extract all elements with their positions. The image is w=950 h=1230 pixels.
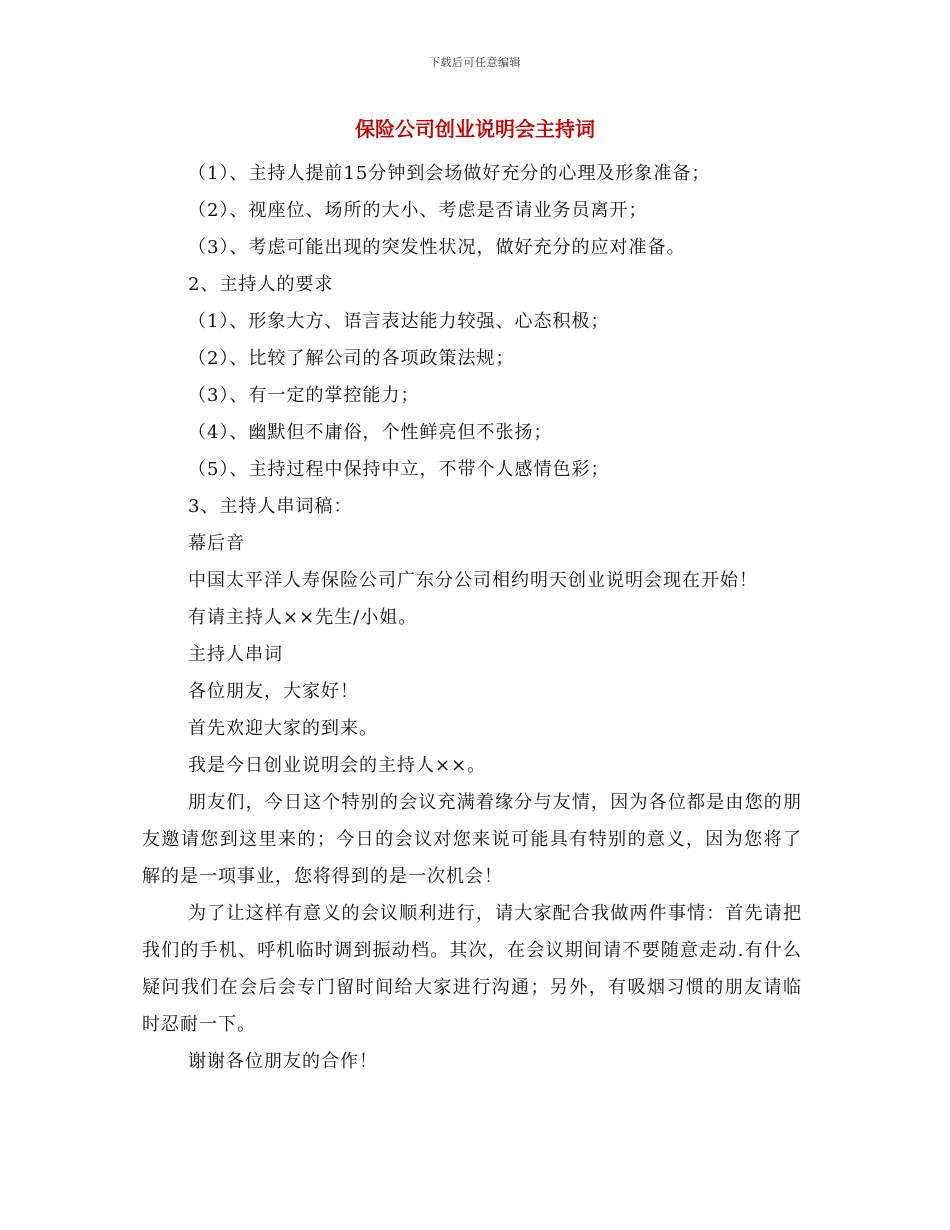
paragraph: 我是今日创业说明会的主持人××。 (188, 755, 487, 776)
paragraph: （3）、考虑可能出现的突发性状况，做好充分的应对准备。 (188, 237, 686, 258)
paragraph: 幕后音 (188, 533, 245, 554)
paragraph: （2）、视座位、场所的大小、考虑是否请业务员离开； (188, 200, 648, 221)
paragraph: 首先欢迎大家的到来。 (188, 718, 378, 739)
paragraph: 中国太平洋人寿保险公司广东分公司相约明天创业说明会现在开始！ (188, 570, 758, 591)
paragraph: 为了让这样有意义的会议顺利进行，请大家配合我做两件事情：首先请把我们的手机、呼机临时调到振动档。其次，在会议期间请不要随意走动.有什么疑问我们在会后会专门留时间给大家进行沟通；另外，有吸烟习惯的朋友请临时忍耐一下。 (142, 903, 802, 1035)
paragraph: 朋友们，今日这个特别的会议充满着缘分与友情，因为各位都是由您的朋友邀请您到这里来的；今日的会议对您来说可能具有特别的意义，因为您将了解的是一项事业，您将得到的是一次机会！ (142, 792, 802, 887)
document-title: 保险公司创业说明会主持词 (355, 117, 595, 141)
paragraph: 谢谢各位朋友的合作！ (188, 1051, 378, 1072)
section-heading: 2、主持人的要求 (188, 274, 334, 295)
paragraph: （2）、比较了解公司的各项政策法规； (188, 348, 515, 369)
paragraph: （3）、有一定的掌控能力； (188, 385, 420, 406)
paragraph: 主持人串词 (188, 644, 283, 665)
paragraph: （1）、主持人提前15分钟到会场做好充分的心理及形象准备； (188, 163, 711, 184)
section-heading: 3、主持人串词稿： (188, 496, 353, 517)
header-note: 下载后可任意编辑 (429, 56, 521, 69)
paragraph: 有请主持人××先生/小姐。 (188, 607, 418, 628)
paragraph: （4）、幽默但不庸俗，个性鲜亮但不张扬； (188, 422, 553, 443)
paragraph: （1）、形象大方、语言表达能力较强、心态积极； (188, 311, 610, 332)
document-body (142, 155, 802, 1080)
paragraph: （5）、主持过程中保持中立，不带个人感情色彩； (188, 459, 610, 480)
paragraph: 各位朋友，大家好！ (188, 681, 359, 702)
